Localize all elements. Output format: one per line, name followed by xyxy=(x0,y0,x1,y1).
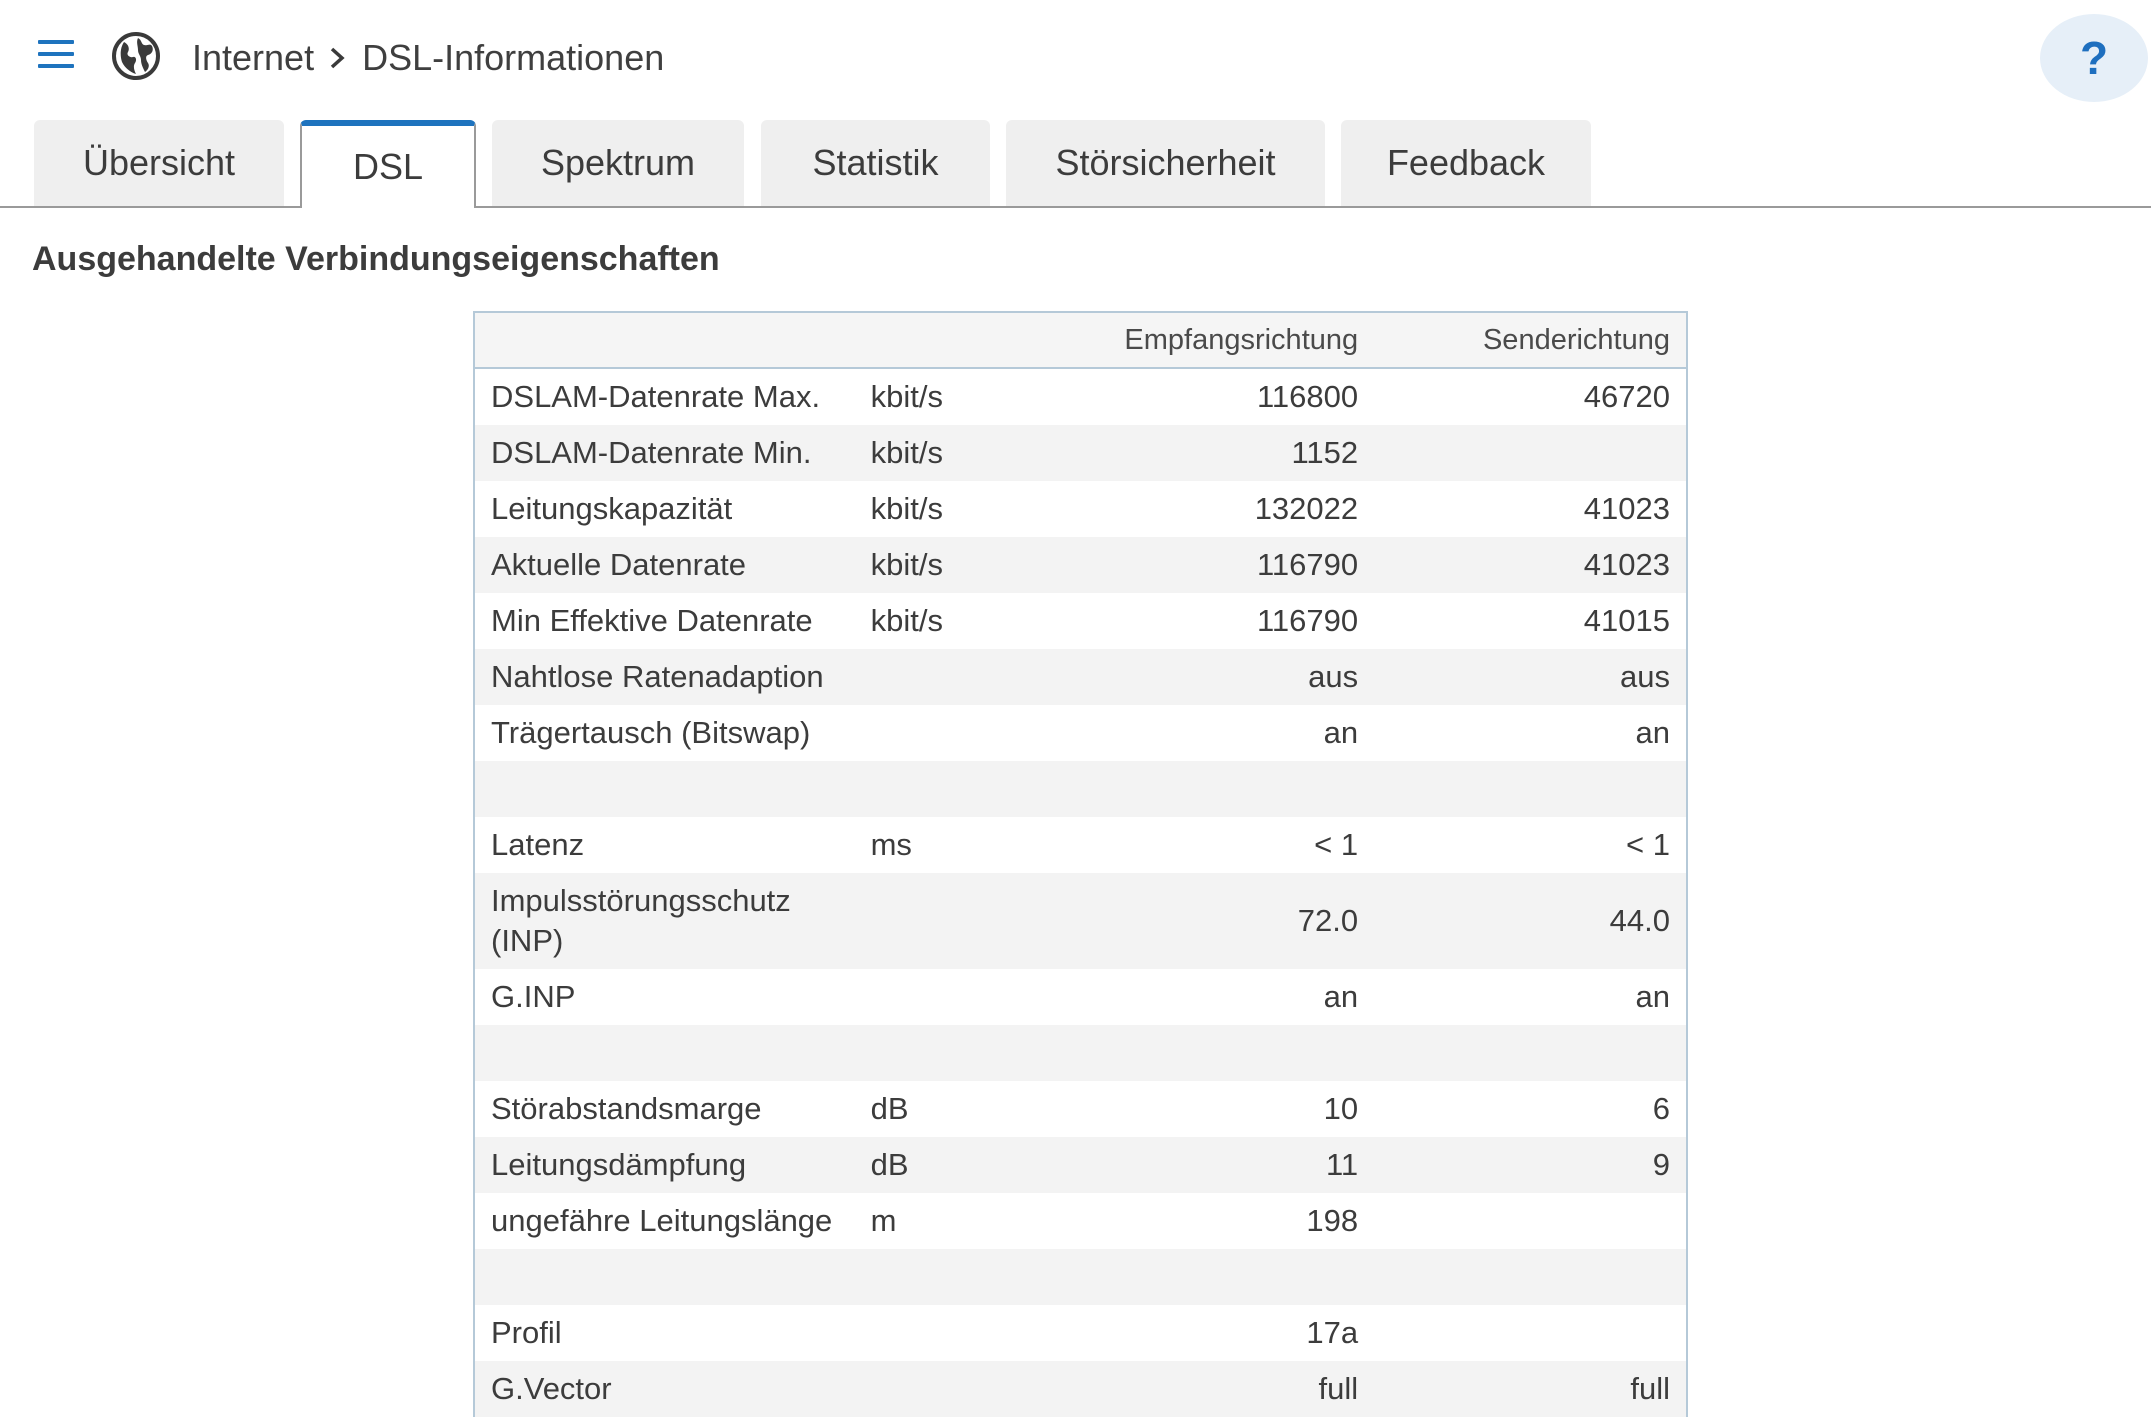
row-unit xyxy=(855,1361,1031,1417)
row-senderichtung: 6 xyxy=(1652,1091,1670,1126)
row-label: Profil xyxy=(491,1315,562,1350)
row-empfangsrichtung: 11 xyxy=(1031,1137,1374,1193)
row-senderichtung: 9 xyxy=(1374,1137,1686,1193)
header-empfangsrichtung: Empfangsrichtung xyxy=(1031,313,1374,368)
row-senderichtung xyxy=(1374,425,1686,481)
row-unit: dB xyxy=(855,1137,1031,1193)
row-label: Leitungskapazität xyxy=(491,491,733,526)
row-unit: kbit/s xyxy=(870,603,943,638)
dsl-properties-table xyxy=(473,311,1688,1417)
row-senderichtung: an xyxy=(1635,715,1670,750)
row-senderichtung: 41015 xyxy=(1583,603,1670,638)
row-senderichtung: 41023 xyxy=(1583,491,1670,526)
breadcrumb-dsl-informationen: DSL-Informationen xyxy=(362,37,665,78)
tab-feedback[interactable]: Feedback xyxy=(1341,120,1591,206)
row-senderichtung: 41023 xyxy=(1374,537,1686,593)
row-label: Min Effektive Datenrate xyxy=(491,603,813,638)
table-row xyxy=(475,649,1686,705)
row-empfangsrichtung: 116790 xyxy=(1256,603,1359,638)
row-label: Nahtlose Ratenadaption xyxy=(475,649,855,705)
row-empfangsrichtung: 1152 xyxy=(1031,425,1374,481)
row-senderichtung xyxy=(1374,761,1686,817)
hamburger-menu-icon[interactable] xyxy=(26,26,86,86)
tab-dsl[interactable]: DSL xyxy=(300,120,476,208)
row-senderichtung xyxy=(1374,1305,1686,1361)
breadcrumb-internet[interactable]: Internet xyxy=(192,37,315,78)
table-row xyxy=(475,1249,1686,1305)
row-empfangsrichtung: 132022 xyxy=(1254,491,1359,526)
table-row xyxy=(475,761,1686,817)
row-label: Impulsstörungsschutz (INP) xyxy=(475,873,855,969)
row-label xyxy=(475,1249,855,1305)
row-unit xyxy=(855,1249,1031,1305)
row-empfangsrichtung: full xyxy=(1031,1361,1374,1417)
table-row xyxy=(475,1081,1686,1137)
row-empfangsrichtung: 116790 xyxy=(1031,537,1374,593)
row-senderichtung: an xyxy=(1635,979,1670,1014)
breadcrumb xyxy=(192,28,664,88)
row-empfangsrichtung: an xyxy=(1323,715,1359,750)
row-empfangsrichtung: 10 xyxy=(1323,1091,1359,1126)
row-unit xyxy=(855,1025,1031,1081)
table-row xyxy=(475,593,1686,649)
table-header-row xyxy=(475,313,1686,368)
table-row xyxy=(475,1025,1686,1081)
row-label: ungefähre Leitungslänge xyxy=(491,1203,833,1238)
table-row xyxy=(475,1361,1686,1417)
table-row xyxy=(475,817,1686,873)
header-unit xyxy=(855,313,1031,368)
table-row xyxy=(475,1193,1686,1249)
chevron-right-icon xyxy=(314,43,362,73)
row-label: Leitungsdämpfung xyxy=(475,1137,855,1193)
row-unit xyxy=(855,969,1031,1025)
table-row xyxy=(475,969,1686,1025)
row-unit: kbit/s xyxy=(870,379,943,414)
menu-button[interactable] xyxy=(26,26,86,86)
row-unit: kbit/s xyxy=(855,537,1031,593)
globe-icon xyxy=(110,30,162,82)
row-empfangsrichtung: an xyxy=(1323,979,1359,1014)
header xyxy=(0,0,2151,116)
table-row xyxy=(475,368,1686,425)
row-unit xyxy=(855,761,1031,817)
table-row xyxy=(475,425,1686,481)
row-unit xyxy=(855,1305,1031,1361)
table-row xyxy=(475,705,1686,761)
section-title: Ausgehandelte Verbindungseigenschaften xyxy=(32,240,720,278)
row-empfangsrichtung: 116800 xyxy=(1256,379,1359,414)
row-label: DSLAM-Datenrate Min. xyxy=(475,425,855,481)
row-label: Störabstandsmarge xyxy=(491,1091,762,1126)
row-unit xyxy=(855,649,1031,705)
row-label: Latenz xyxy=(491,827,585,862)
tab-uebersicht[interactable]: Übersicht xyxy=(34,120,284,206)
help-icon[interactable]: ? xyxy=(2079,32,2109,84)
row-unit xyxy=(855,705,1031,761)
row-senderichtung xyxy=(1374,1193,1686,1249)
row-senderichtung: 46720 xyxy=(1583,379,1670,414)
row-label: G.Vector xyxy=(475,1361,855,1417)
tab-spektrum[interactable]: Spektrum xyxy=(492,120,744,206)
row-unit: ms xyxy=(870,827,912,862)
row-empfangsrichtung: < 1 xyxy=(1314,827,1359,862)
row-senderichtung: < 1 xyxy=(1626,827,1670,862)
row-empfangsrichtung: aus xyxy=(1031,649,1374,705)
tab-statistik[interactable]: Statistik xyxy=(761,120,990,206)
row-unit xyxy=(855,873,1031,969)
table-row xyxy=(475,873,1686,969)
row-unit: kbit/s xyxy=(870,491,943,526)
row-unit: dB xyxy=(870,1091,909,1126)
table-row xyxy=(475,481,1686,537)
row-empfangsrichtung: 17a xyxy=(1306,1315,1359,1350)
table-row xyxy=(475,537,1686,593)
header-label xyxy=(475,313,855,368)
row-senderichtung: aus xyxy=(1374,649,1686,705)
help-button[interactable] xyxy=(2040,14,2148,102)
row-unit: kbit/s xyxy=(855,425,1031,481)
row-unit: m xyxy=(870,1203,897,1238)
row-senderichtung xyxy=(1374,1025,1686,1081)
table-row xyxy=(475,1137,1686,1193)
row-senderichtung xyxy=(1374,1249,1686,1305)
tab-bar xyxy=(0,120,2151,208)
row-senderichtung: full xyxy=(1374,1361,1686,1417)
row-label: Trägertausch (Bitswap) xyxy=(491,715,811,750)
tab-stoersicherheit[interactable]: Störsicherheit xyxy=(1006,120,1325,206)
row-label xyxy=(475,1025,855,1081)
row-empfangsrichtung: 72.0 xyxy=(1031,873,1374,969)
row-label: DSLAM-Datenrate Max. xyxy=(491,379,821,414)
row-empfangsrichtung xyxy=(1031,1249,1374,1305)
row-senderichtung: 44.0 xyxy=(1374,873,1686,969)
row-label: Aktuelle Datenrate xyxy=(475,537,855,593)
row-empfangsrichtung xyxy=(1031,1025,1374,1081)
table-row xyxy=(475,1305,1686,1361)
row-empfangsrichtung xyxy=(1031,761,1374,817)
row-label xyxy=(475,761,855,817)
header-senderichtung: Senderichtung xyxy=(1374,313,1686,368)
row-label: G.INP xyxy=(491,979,576,1014)
row-empfangsrichtung: 198 xyxy=(1306,1203,1359,1238)
